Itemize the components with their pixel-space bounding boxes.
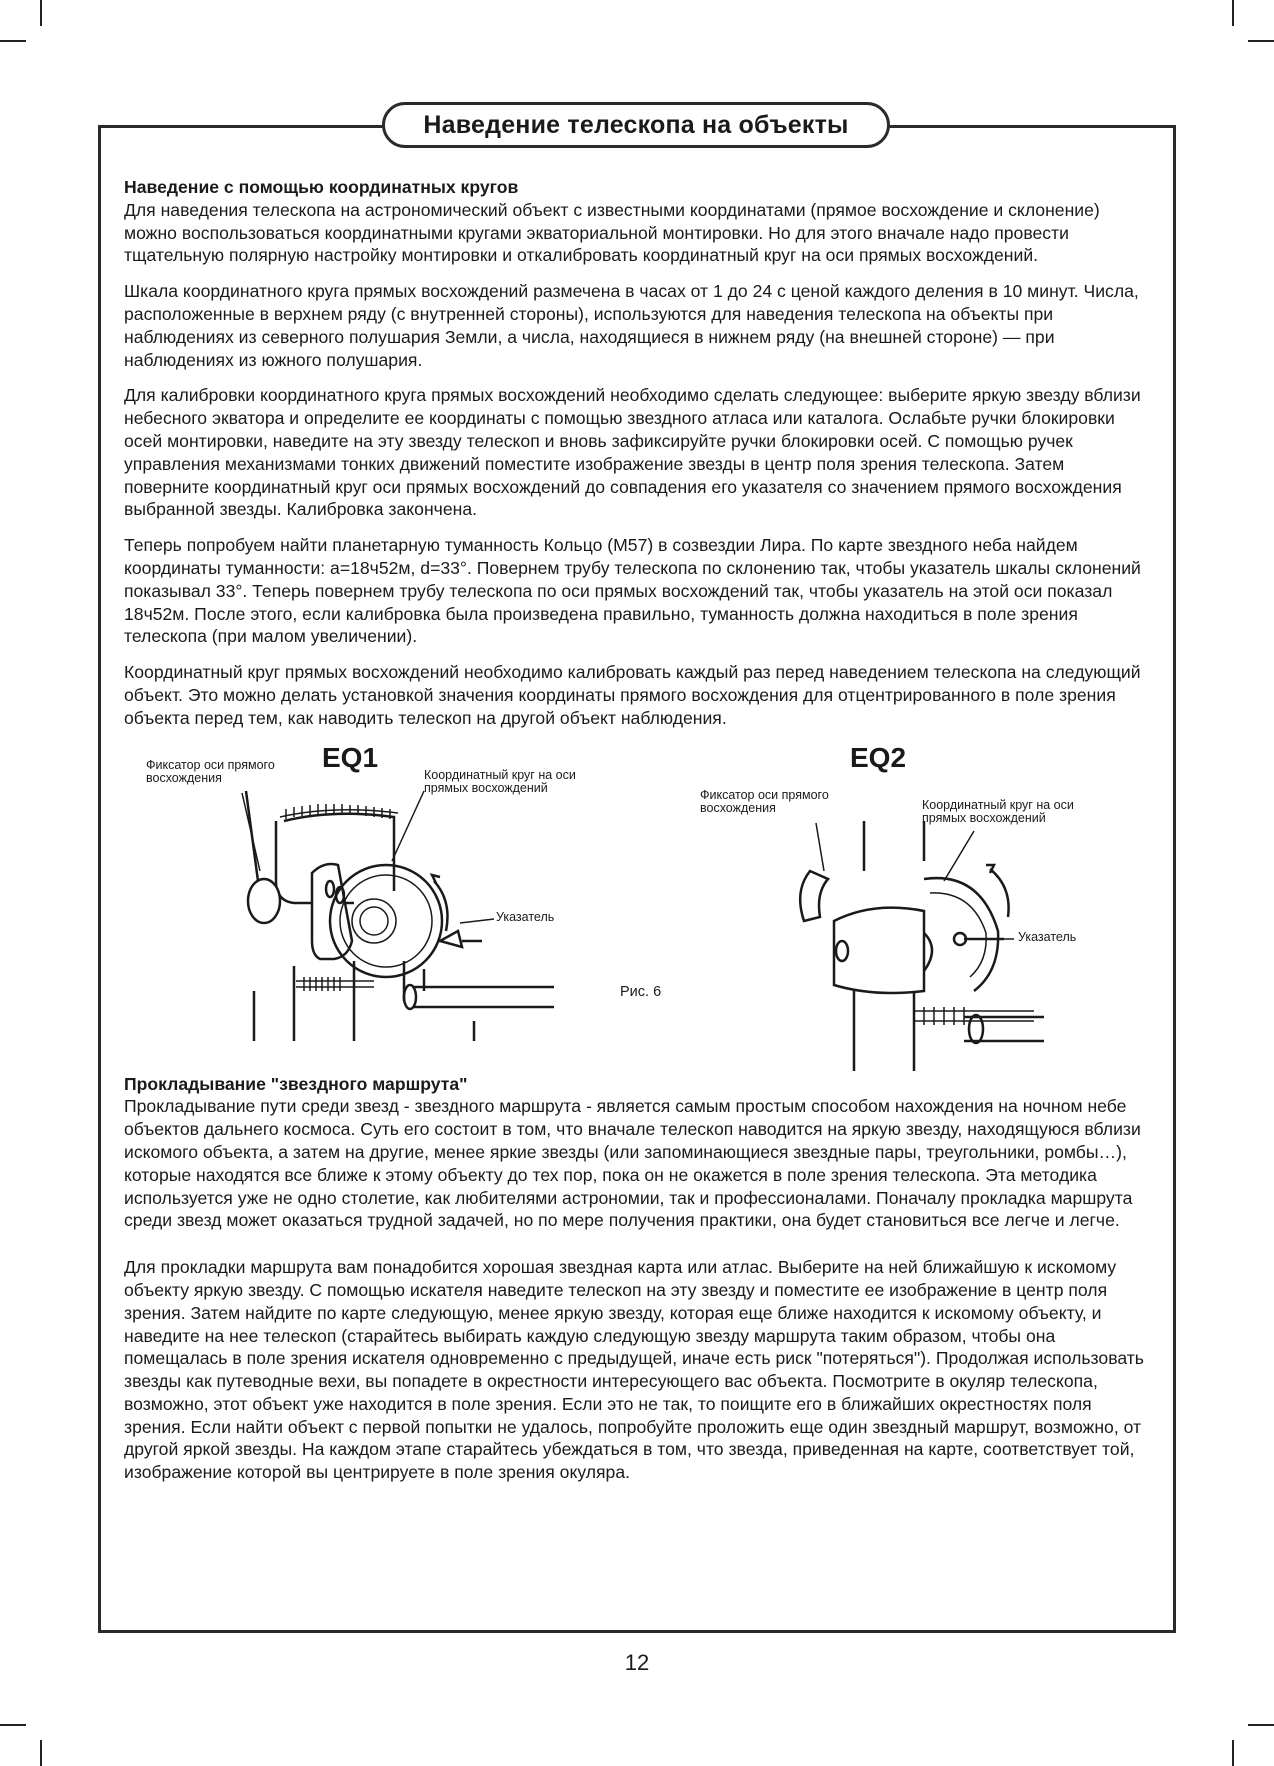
crop-mark-top-right-h: [1248, 40, 1274, 42]
section-heading: Наведение с помощью координатных кругов: [124, 177, 519, 197]
eq2-pointer-label: Указатель: [1018, 929, 1077, 944]
crop-mark-bottom-right-h: [1248, 1724, 1274, 1726]
eq2-circle-label: Координатный круг на оси прямых восхождений: [922, 797, 1074, 825]
crop-mark-bottom-right-v: [1232, 1740, 1234, 1766]
paragraph: Теперь попробуем найти планетарную туманность Кольцо (М57) в созвездии Лира. По карте звездного неба найдем координаты туманности: a=18ч52м, d=33°. Повернем трубу телескопа по склонению так, чтобы указатель шкалы склонений показывал 33°. Теперь повернем трубу телескопа по оси прямых восхождений так, чтобы указатель на этой оси показал 18ч52м. После этого, если калибровка была произведена правильно, туманность должна находиться в поле зрения телескопа (при малом увеличении).: [124, 535, 1141, 647]
eq1-title: EQ1: [322, 741, 379, 773]
paragraph: Для прокладки маршрута вам понадобится хорошая звездная карта или атлас. Выберите на ней ближайшую к искомому объекту яркую звезду. С помощью искателя наведите телескоп на эту звезду и поместите ее изображение в центр поля зрения. Затем найдите по карте следующую, менее яркую звезду, которая еще ближе находится к искомому объекту, и наведите на нее телескоп (старайтесь выбирать каждую следующую звезду маршрута таким образом, чтобы она помещалась в поле зрения искателя одновременно с предыдущей, иначе есть риск "потеряться"). Продолжая использовать звезды как путеводные вехи, вы попадете в окрестности интересующего вас объекта. Посмотрите в окуляр телескопа, возможно, этот объект уже находится в поле зрения. Если это не так, то поищите его в ближайших окрестностях поля зрения. Если найти объект с первой попытки не удалось, попробуйте проложить еще один звездный маршрут, возможно, от другой яркой звезды. На каждом этапе старайтесь убеждаться в том, что звезда, приведенная на карте, соответствует той, изображение которой вы центрируете в поле зрения окуляра.: [124, 1257, 1144, 1483]
paragraph: Шкала координатного круга прямых восхождений размечена в часах от 1 до 24 с ценой каждого деления в 10 минут. Числа, расположенные в верхнем ряду (с внутренней стороны), используются для наведения телескопа на объекты при наблюдениях из северного полушария Земли, а числа, находящиеся в нижнем ряду (на внешней стороне) — при наблюдениях из южного полушария.: [124, 281, 1139, 370]
figure-6: [124, 741, 1154, 1073]
section-coordinate-circles: [124, 176, 1154, 730]
crop-mark-top-right-v: [1232, 0, 1234, 26]
eq2-title: EQ2: [850, 741, 907, 773]
figure-caption: Рис. 6: [620, 983, 662, 1000]
paragraph: Координатный круг прямых восхождений необходимо калибровать каждый раз перед наведением телескопа на следующий объект. Это можно делать установкой значения координаты прямого восхождения для отцентрированного в поле зрения объекта перед тем, как наводить телескоп на другой объект наблюдения.: [124, 662, 1141, 728]
crop-mark-bottom-left-h: [0, 1724, 26, 1726]
eq1-circle-label: Координатный круг на оси прямых восхождений: [424, 767, 576, 795]
crop-mark-top-left-v: [40, 0, 42, 26]
paragraph: Для калибровки координатного круга прямых восхождений необходимо сделать следующее: выберите яркую звезду вблизи небесного экватора и определите ее координаты с помощью звездного атласа или каталога. Ослабьте ручки блокировки осей монтировки, наведите на эту звезду телескоп и вновь зафиксируйте ручки блокировки осей. С помощью ручек управления механизмами тонких движений поместите изображение звезды в центр поля зрения телескопа. Затем поверните координатный круг оси прямых восхождений до совпадения его указателя со значением прямого восхождения выбранной звезды. Калибровка закончена.: [124, 385, 1141, 520]
eq2-lock-label: Фиксатор оси прямого восхождения: [700, 787, 829, 815]
crop-mark-bottom-left-v: [40, 1740, 42, 1766]
page-title: Наведение телескопа на объекты: [382, 102, 890, 148]
eq2-leader-lines: [644, 741, 1154, 1073]
eq1-pointer-label: Указатель: [496, 909, 555, 924]
section-heading: Прокладывание "звездного маршрута": [124, 1073, 468, 1094]
paragraph: Для наведения телескопа на астрономический объект с известными координатами (прямое восхождение и склонение) можно воспользоваться координатными кругами экваториальной монтировки. Но для этого вначале надо провести тщательную полярную настройку монтировки и откалибровать координатный круг на оси прямых восхождений.: [124, 199, 1100, 266]
page-content: [124, 176, 1154, 1497]
eq1-lock-label: Фиксатор оси прямого восхождения: [146, 757, 275, 785]
eq1-leader-lines: [124, 741, 644, 1073]
paragraph: Прокладывание пути среди звезд - звездного маршрута - является самым простым способом нахождения на ночном небе объектов дальнего космоса. Суть его состоит в том, что вначале телескоп наводится на яркую звезду, находящуюся вблизи искомого объекта, а затем на другие, менее яркие звезды (или запоминающиеся звездные пары, треугольники, ромбы…), которые находятся все ближе к этому объекту до тех пор, пока он не окажется в поле зрения телескопа. Эта методика используется уже не одно столетие, как любителями астрономии, так и профессионалами. Поначалу прокладка маршрута среди звезд может оказаться трудной задачей, но по мере получения практики, она будет становиться все легче и легче.: [124, 1096, 1141, 1231]
page-number: 12: [624, 1650, 650, 1675]
section-star-hopping: [124, 1073, 1154, 1485]
crop-mark-top-left-h: [0, 40, 26, 42]
